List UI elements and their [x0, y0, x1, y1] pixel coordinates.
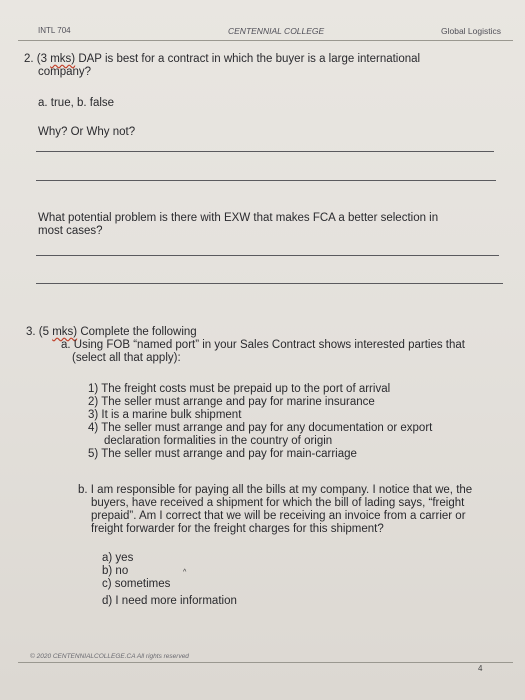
- q2-options: a. true, b. false: [38, 97, 115, 109]
- page-number: 4: [478, 664, 483, 673]
- caret-mark-icon: ^: [183, 569, 187, 576]
- q3-title: 3. (5 mks) Complete the following: [26, 326, 197, 338]
- option-item-continued: declaration formalities in the country of origin: [104, 435, 333, 447]
- page-header: [18, 26, 513, 41]
- option-item: 1) The freight costs must be prepaid up to the port of arrival: [88, 383, 391, 395]
- footer-divider: [18, 662, 513, 663]
- q3b-line: prepaid”. Am I correct that we will be receiving an invoice from a carrier or: [91, 510, 466, 522]
- answer-option: d) I need more information: [102, 595, 237, 607]
- answer-line: [36, 283, 503, 284]
- option-item: 2) The seller must arrange and pay for marine insurance: [88, 396, 375, 408]
- q3b-line: freight forwarder for the freight charges for this shipment?: [91, 523, 384, 535]
- q3b-line: b. I am responsible for paying all the bills at my company. I notice that we, the: [78, 484, 473, 496]
- q2-line1: 2. (3 mks) DAP is best for a contract in which the buyer is a large international: [24, 53, 421, 65]
- option-item: 5) The seller must arrange and pay for main-carriage: [88, 448, 357, 460]
- option-item: 3) It is a marine bulk shipment: [88, 409, 242, 421]
- answer-option: c) sometimes: [102, 578, 171, 590]
- option-item: 4) The seller must arrange and pay for any documentation or export: [88, 422, 433, 434]
- q2-exw-line1: What potential problem is there with EXW that makes FCA a better selection in: [38, 212, 439, 224]
- subject-name: Global Logistics: [440, 26, 501, 36]
- q3b-line: buyers, have received a shipment for which the bill of lading says, “freight: [91, 497, 465, 509]
- copyright-footer: © 2020 CENTENNIALCOLLEGE.CA All rights reserved: [30, 653, 189, 660]
- q3a-line2: (select all that apply):: [72, 352, 181, 364]
- answer-line: [36, 151, 494, 152]
- q2-exw-line2: most cases?: [38, 225, 103, 237]
- q2-line2: company?: [38, 66, 92, 78]
- q3a-line1: a. Using FOB “named port” in your Sales Contract shows interested parties that: [61, 339, 465, 351]
- answer-line: [36, 255, 499, 256]
- answer-line: [36, 180, 496, 181]
- course-code: INTL 704: [38, 26, 71, 35]
- college-name: CENTENNIAL COLLEGE: [228, 26, 325, 36]
- answer-option: a) yes: [102, 552, 134, 564]
- answer-option: b) no: [102, 565, 129, 577]
- q2-why: Why? Or Why not?: [38, 126, 136, 138]
